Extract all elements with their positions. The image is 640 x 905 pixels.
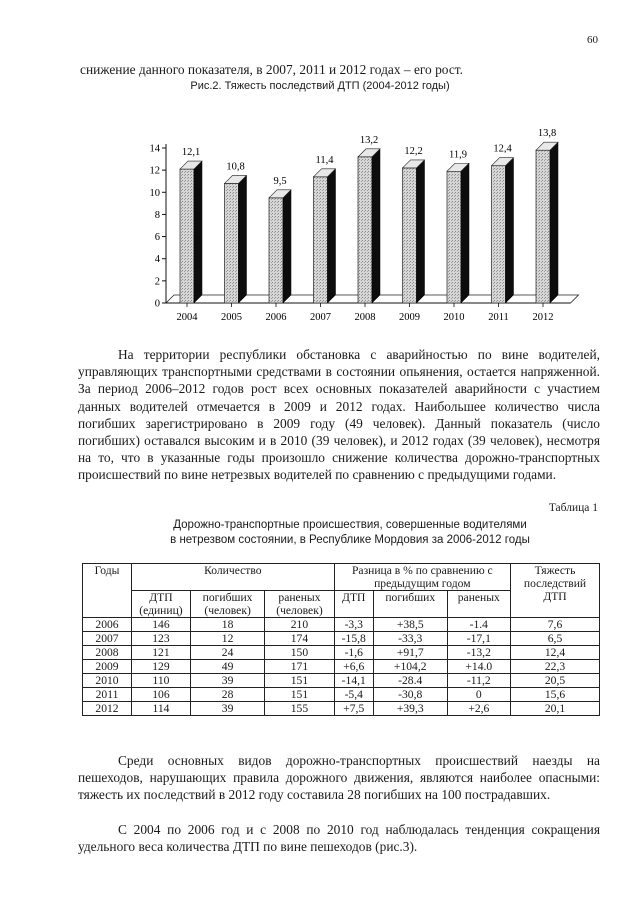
table-cell: -15,8 xyxy=(334,632,373,646)
table-cell: 22,3 xyxy=(511,660,600,674)
table-cell: +6,6 xyxy=(334,660,373,674)
table-cell: 121 xyxy=(132,646,191,660)
table-cell: -30,8 xyxy=(373,688,447,702)
figure-caption: Рис.2. Тяжесть последствий ДТП (2004-2012 годы) xyxy=(190,80,450,92)
bar-front xyxy=(403,168,417,303)
data-label: 11,9 xyxy=(449,149,467,161)
table-cell: -1.4 xyxy=(447,618,510,632)
table-cell: -5,4 xyxy=(334,688,373,702)
bar-side xyxy=(550,142,558,303)
bar-front xyxy=(536,150,550,303)
header-quantity: Количество xyxy=(132,564,335,591)
table-cell: 15,6 xyxy=(511,688,600,702)
paragraph-2 xyxy=(78,752,600,804)
table-cell: +104,2 xyxy=(373,660,447,674)
bar-front xyxy=(314,177,328,303)
table-cell: 20,5 xyxy=(511,674,600,688)
data-label: 13,8 xyxy=(537,128,557,140)
table-label: Таблица 1 xyxy=(548,502,598,514)
table-cell: 12,4 xyxy=(511,646,600,660)
table-cell: +14.0 xyxy=(447,660,510,674)
table-cell: 151 xyxy=(265,688,334,702)
table-cell: +2,6 xyxy=(447,702,510,716)
paragraph-2-text: Среди основных видов дорожно-транспортных происшествий наезды на пешеходов, нарушающих правила дорожного движения, являются наиболее опасными: тяжесть их последствий в 2012 году составила 28 погибших на 100 пострадавших. xyxy=(78,753,600,803)
chart-bar-2007 xyxy=(310,155,336,323)
data-table xyxy=(82,563,600,716)
bar-side xyxy=(417,160,425,303)
table-cell: -28.4 xyxy=(373,674,447,688)
y-tick-label: 12 xyxy=(149,165,160,177)
table-cell: -14,1 xyxy=(334,674,373,688)
table-cell: 123 xyxy=(132,632,191,646)
bar-front xyxy=(358,157,372,303)
table-cell: 150 xyxy=(265,646,334,660)
paragraph-3-text: С 2004 по 2006 год и с 2008 по 2010 год наблюдалась тенденция сокращения удельного веса количества ДТП по вине пешеходов (рис.3). xyxy=(78,822,600,855)
y-tick-label: 8 xyxy=(154,209,160,221)
paragraph-3 xyxy=(78,821,600,855)
table-cell: +38,5 xyxy=(373,618,447,632)
table-cell: 12 xyxy=(190,632,264,646)
x-tick-label: 2004 xyxy=(176,312,198,323)
y-tick-label: 6 xyxy=(154,232,160,244)
sub-header: погибших (человек) xyxy=(190,591,264,618)
table-cell: +91,7 xyxy=(373,646,447,660)
x-tick-label: 2010 xyxy=(443,312,465,323)
table-cell: 151 xyxy=(265,674,334,688)
table-cell: -13,2 xyxy=(447,646,510,660)
intro-line: снижение данного показателя, в 2007, 2011 и 2012 годах – его рост. xyxy=(80,62,463,77)
table-row xyxy=(83,688,600,702)
table-cell: 6,5 xyxy=(511,632,600,646)
y-tick-label: 4 xyxy=(154,254,160,266)
sub-header: раненых (человек) xyxy=(265,591,334,618)
bar-chart xyxy=(140,120,600,330)
x-tick-label: 2006 xyxy=(265,312,287,323)
y-tick-label: 10 xyxy=(149,187,160,199)
bar-side xyxy=(461,163,469,303)
bar-side xyxy=(239,175,247,303)
x-tick-label: 2011 xyxy=(488,312,509,323)
table-cell: 28 xyxy=(190,688,264,702)
table-row xyxy=(83,646,600,660)
table-cell: 39 xyxy=(190,702,264,716)
page-number: 60 xyxy=(587,34,598,46)
chart-bar-2008 xyxy=(355,135,381,323)
chart-bar-2010 xyxy=(444,149,470,323)
chart-bar-2011 xyxy=(488,144,513,323)
bar-side xyxy=(328,169,336,303)
chart-bar-2005 xyxy=(221,161,247,323)
sub-header: погибших xyxy=(373,591,447,618)
data-label: 9,5 xyxy=(273,175,287,187)
table-cell: 39 xyxy=(190,674,264,688)
header-year: Годы xyxy=(83,564,132,618)
bar-side xyxy=(372,149,380,303)
table-cell: 174 xyxy=(265,632,334,646)
table-row xyxy=(83,632,600,646)
table-cell: 171 xyxy=(265,660,334,674)
table-cell: +7,5 xyxy=(334,702,373,716)
table-cell: 2006 xyxy=(83,618,132,632)
table-cell: 24 xyxy=(190,646,264,660)
chart-bar-2009 xyxy=(399,146,425,323)
x-tick-label: 2007 xyxy=(310,312,331,323)
x-tick-label: 2008 xyxy=(354,312,376,323)
table-cell: 2012 xyxy=(83,702,132,716)
table-cell: -3,3 xyxy=(334,618,373,632)
table-cell: -11,2 xyxy=(447,674,510,688)
data-label: 13,2 xyxy=(359,134,379,146)
table-cell: 2007 xyxy=(83,632,132,646)
chart-bar-2004 xyxy=(177,147,203,323)
table-cell: 2011 xyxy=(83,688,132,702)
data-label: 11,4 xyxy=(315,154,334,166)
y-tick-label: 2 xyxy=(154,276,160,288)
table-cell: 18 xyxy=(190,618,264,632)
table-cell: +39,3 xyxy=(373,702,447,716)
table-cell: 106 xyxy=(132,688,191,702)
chart-bar-2012 xyxy=(533,128,559,323)
data-label: 12,4 xyxy=(493,143,512,155)
table-cell: 114 xyxy=(132,702,191,716)
bar-side xyxy=(506,158,514,303)
chart-bar-2006 xyxy=(266,176,292,323)
y-tick-label: 14 xyxy=(149,143,160,155)
x-tick-label: 2009 xyxy=(399,312,420,323)
table-cell: -1,6 xyxy=(334,646,373,660)
table-cell: 7,6 xyxy=(511,618,600,632)
y-tick-label: 0 xyxy=(154,298,160,310)
table-cell: 110 xyxy=(132,674,191,688)
table-row xyxy=(83,674,600,688)
table-cell: 210 xyxy=(265,618,334,632)
bar-front xyxy=(447,171,461,303)
bar-side xyxy=(194,161,202,303)
table-row xyxy=(83,660,600,674)
bar-side xyxy=(283,190,291,303)
sub-header: ДТП xyxy=(334,591,373,618)
header-diff: Разница в % по сравнению с предыдущим годом xyxy=(334,564,510,591)
table-cell: 155 xyxy=(265,702,334,716)
data-label: 10,8 xyxy=(226,161,245,173)
x-tick-label: 2005 xyxy=(221,312,242,323)
x-tick-label: 2012 xyxy=(532,312,554,323)
paragraph-1-text: На территории республики обстановка с аварийностью по вине водителей, управляющих транспортными средствами в состоянии опьянения, остается напряженной. За период 2006–2012 годов рост всех основных показателей аварийности с участием данных водителей отмечается в 2009 и 2012 годах. Наибольшее количество числа погибших зарегистрировано в 2009 году (49 человек). Данный показатель (число погибших) оставался высоким и в 2010 (39 человек), и 2012 годах (39 человек), несмотря на то, что в указанные годы произошло снижение количества дорожно-транспортных происшествий по вине нетрезвых водителей по сравнению с предыдущими годами. xyxy=(78,347,600,483)
header-severity: Тяжесть последствий ДТП xyxy=(511,564,600,618)
bar-front xyxy=(180,169,194,303)
sub-header: ДТП (единиц) xyxy=(132,591,191,618)
table-cell: 20,1 xyxy=(511,702,600,716)
table-cell: 146 xyxy=(132,618,191,632)
table-row xyxy=(83,618,600,632)
table-cell: 2010 xyxy=(83,674,132,688)
bar-front xyxy=(269,198,283,303)
bar-front xyxy=(492,166,506,303)
data-label: 12,1 xyxy=(181,147,201,159)
table-cell: -33,3 xyxy=(373,632,447,646)
table-caption xyxy=(70,518,630,548)
table-cell: 2009 xyxy=(83,660,132,674)
table-caption-line-2: в нетрезвом состоянии, в Республике Мордовия за 2006-2012 годы xyxy=(170,534,530,546)
table-cell: 2008 xyxy=(83,646,132,660)
paragraph-1 xyxy=(78,346,600,484)
bar-front xyxy=(225,183,239,303)
table-row xyxy=(83,702,600,716)
table-caption-line-1: Дорожно-транспортные происшествия, совершенные водителями xyxy=(173,519,527,531)
table-cell: 0 xyxy=(447,688,510,702)
table-cell: 49 xyxy=(190,660,264,674)
sub-header: раненых xyxy=(447,591,510,618)
data-label: 12,2 xyxy=(404,145,423,157)
table-cell: 129 xyxy=(132,660,191,674)
table-cell: -17,1 xyxy=(447,632,510,646)
